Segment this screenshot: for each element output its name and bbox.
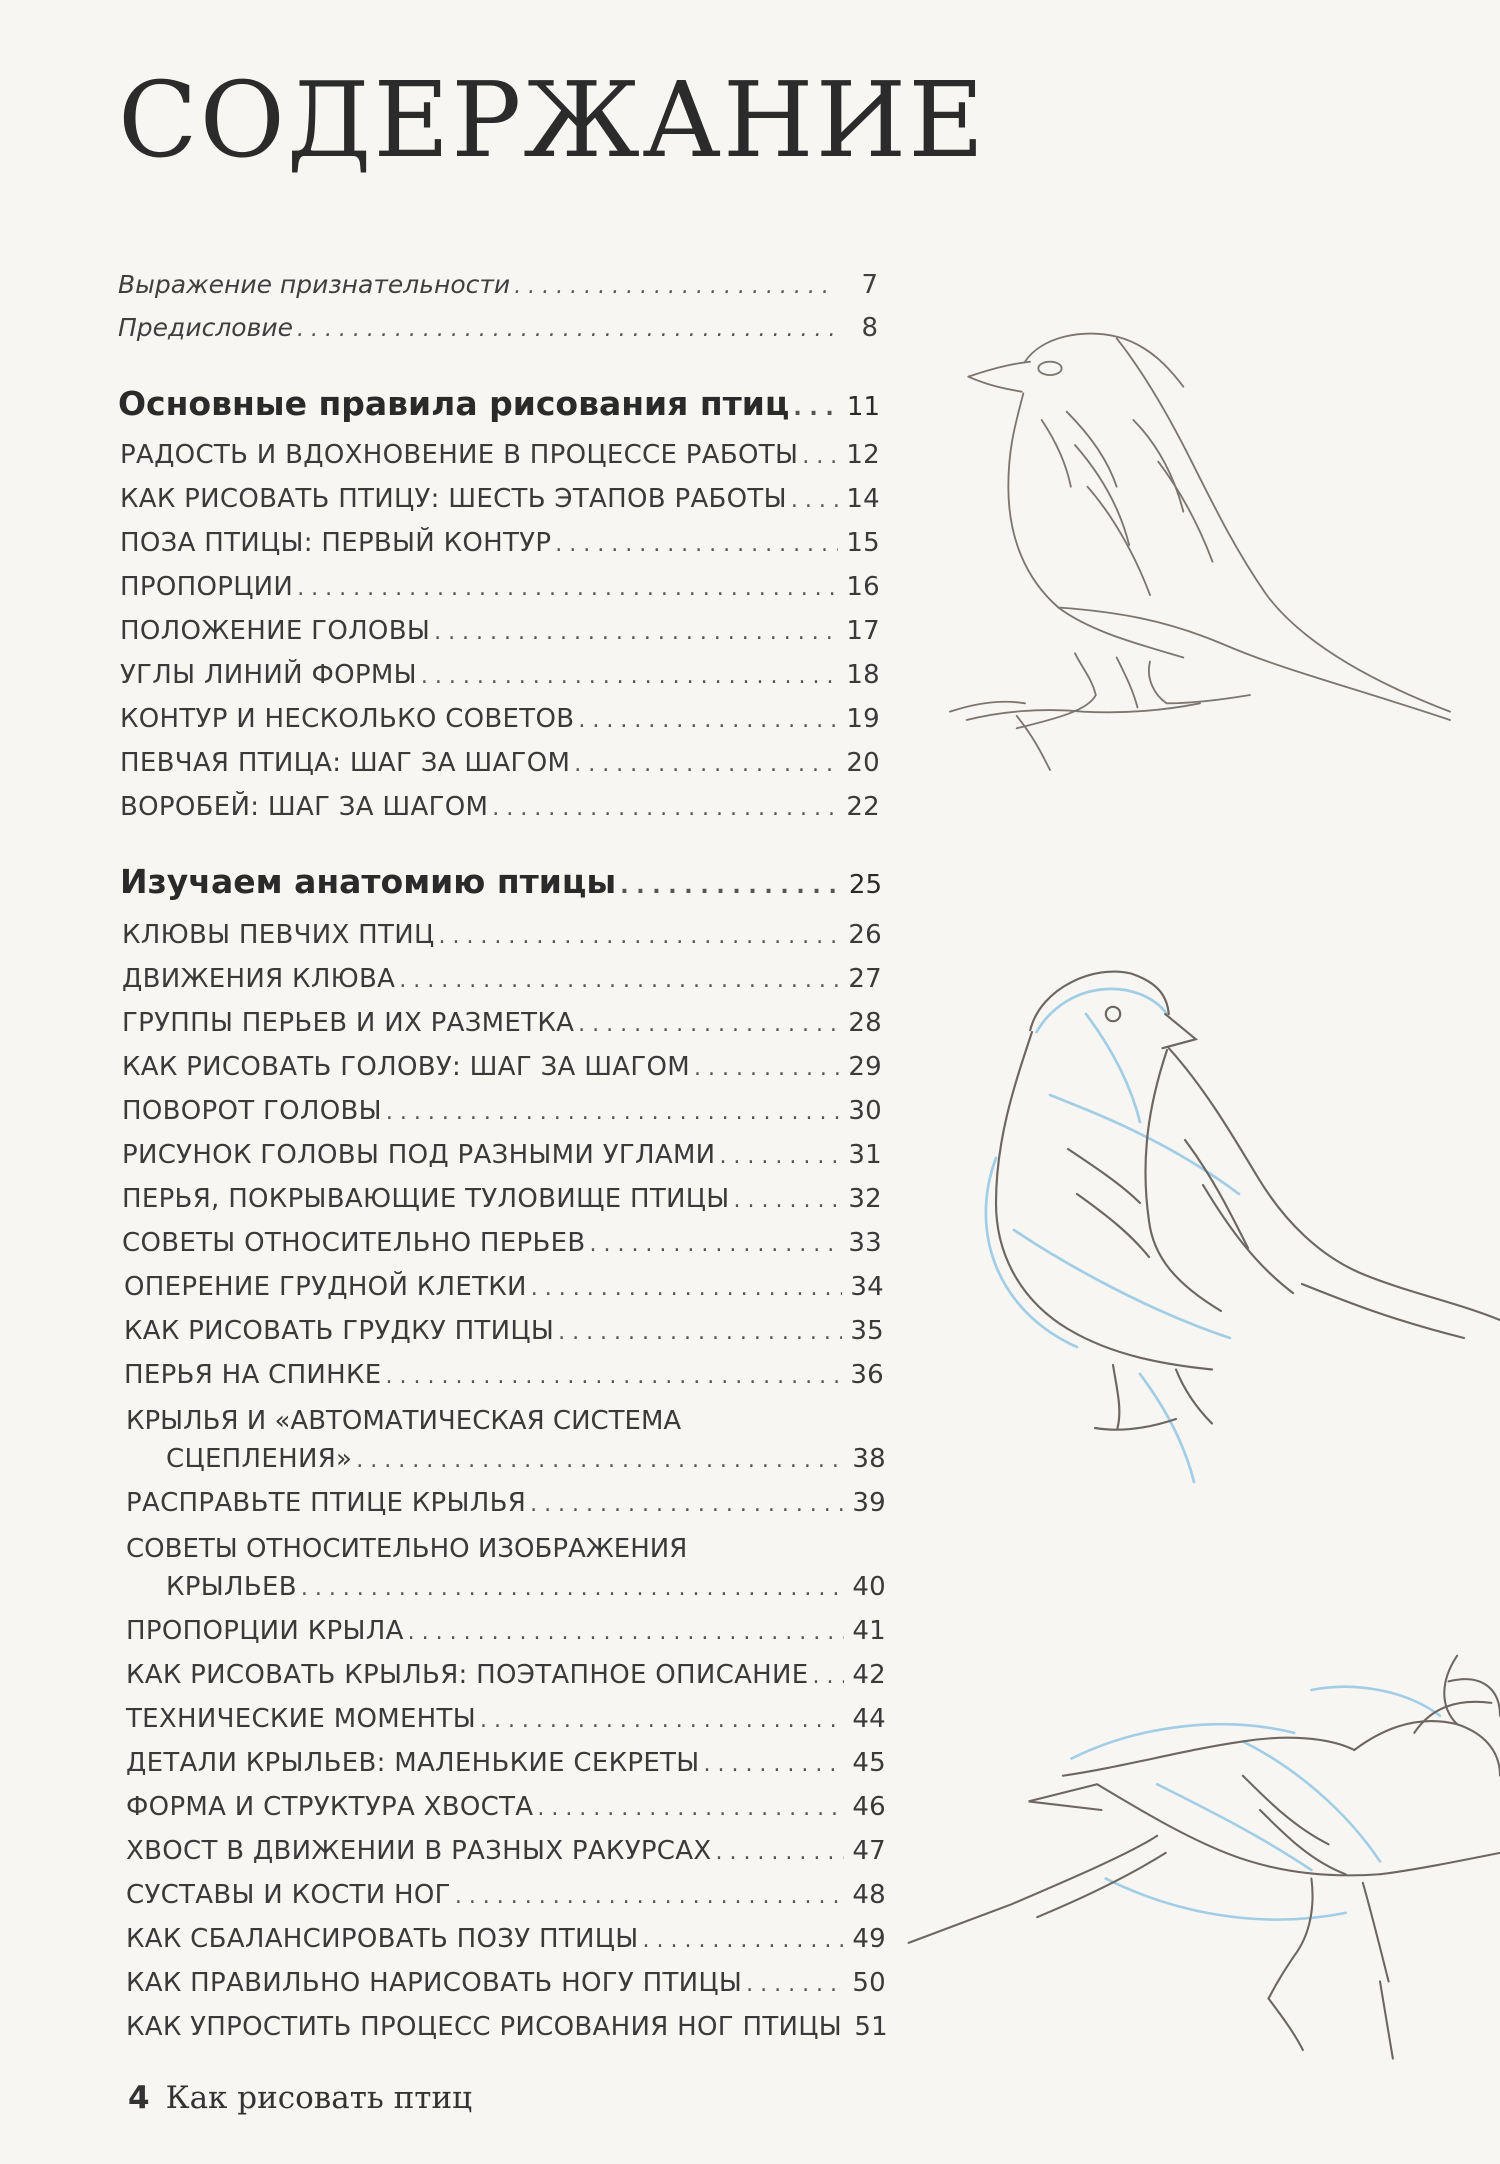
- toc-entry-label: ПОВОРОТ ГОЛОВЫ: [122, 1096, 382, 1126]
- toc-entry-label: Выражение признательности: [118, 270, 511, 299]
- toc-entry-label: РИСУНОК ГОЛОВЫ ПОД РАЗНЫМИ УГЛАМИ: [122, 1140, 716, 1170]
- dot-leader: [492, 796, 838, 821]
- toc-entry-page: 46: [852, 1792, 886, 1822]
- dot-leader: [386, 1100, 840, 1125]
- toc-entry-label: ПОЗА ПТИЦЫ: ПЕРВЫЙ КОНТУР: [120, 528, 552, 558]
- toc-section-page: 25: [848, 870, 882, 900]
- toc-entry-label: КАК РИСОВАТЬ ГОЛОВУ: ШАГ ЗА ШАГОМ: [122, 1052, 691, 1082]
- dot-leader: [297, 317, 836, 342]
- dot-leader: [399, 968, 840, 993]
- toc-entry: [118, 313, 878, 343]
- toc-entry-label: ОПЕРЕНИЕ ГРУДНОЙ КЛЕТКИ: [124, 1272, 527, 1302]
- toc-entry: [120, 440, 880, 470]
- toc-entry-page: 30: [848, 1096, 882, 1126]
- toc-entry-page: 49: [852, 1924, 886, 1954]
- toc-entry-page: 19: [846, 704, 880, 734]
- toc-entry: [126, 1616, 886, 1646]
- toc-entry-page: 12: [846, 440, 880, 470]
- dot-leader: [746, 1972, 844, 1997]
- toc-entry: [122, 1052, 882, 1082]
- dot-leader: [555, 532, 838, 557]
- toc-entry: [120, 572, 880, 602]
- toc-entry-page: 18: [846, 660, 880, 690]
- dot-leader: [297, 576, 838, 601]
- dot-leader: [438, 924, 840, 949]
- toc-entry: [122, 1140, 882, 1170]
- toc-entry-label: УГЛЫ ЛИНИЙ ФОРМЫ: [120, 660, 417, 690]
- toc-entry-page: 7: [861, 270, 878, 300]
- toc-entry-label: ПРОПОРЦИИ КРЫЛА: [126, 1616, 404, 1646]
- toc-entry-page: 27: [848, 964, 882, 994]
- toc-entry: [120, 528, 880, 558]
- toc-entry-label: ДВИЖЕНИЯ КЛЮВА: [122, 964, 396, 994]
- toc-entry-page: 20: [846, 748, 880, 778]
- toc-section-title: Изучаем анатомию птицы: [120, 862, 617, 901]
- toc-entry: [166, 1444, 886, 1474]
- toc-section-heading: [120, 862, 882, 901]
- toc-entry-page: 28: [848, 1008, 882, 1038]
- toc-entry-page: 17: [846, 616, 880, 646]
- dot-leader: [643, 1928, 845, 1953]
- bird-sketch-top: [900, 320, 1500, 820]
- dot-leader: [537, 1796, 844, 1821]
- toc-entry: [120, 748, 880, 778]
- dot-leader: [356, 1448, 844, 1473]
- dot-leader: [589, 1232, 840, 1257]
- dot-leader: [719, 1144, 840, 1169]
- toc-entry-page: 45: [852, 1748, 886, 1778]
- toc-entry-label: ХВОСТ В ДВИЖЕНИИ В РАЗНЫХ РАКУРСАХ: [126, 1836, 712, 1866]
- toc-entry-label: КОНТУР И НЕСКОЛЬКО СОВЕТОВ: [120, 704, 575, 734]
- dot-leader: [802, 444, 838, 469]
- toc-entry-label: ПОЛОЖЕНИЕ ГОЛОВЫ: [120, 616, 431, 646]
- dot-leader: [386, 1364, 842, 1389]
- toc-entry-label: КАК СБАЛАНСИРОВАТЬ ПОЗУ ПТИЦЫ: [126, 1924, 639, 1954]
- toc-entry-label: ПЕРЬЯ, ПОКРЫВАЮЩИЕ ТУЛОВИЩЕ ПТИЦЫ: [122, 1184, 730, 1214]
- bird-sketch-bottom: [900, 1640, 1500, 2100]
- toc-entry: [120, 792, 880, 822]
- dot-leader: [793, 396, 838, 421]
- toc-entry: [122, 920, 882, 950]
- toc-entry-page: 44: [852, 1704, 886, 1734]
- page-footer: [128, 2080, 472, 2116]
- dot-leader: [558, 1320, 842, 1345]
- toc-entry-page: 32: [848, 1184, 882, 1214]
- toc-entry: [126, 2012, 888, 2042]
- toc-entry: [126, 1880, 886, 1910]
- dot-leader: [703, 1752, 844, 1777]
- dot-leader: [715, 1840, 844, 1865]
- toc-entry-label: РАСПРАВЬТЕ ПТИЦЕ КРЫЛЬЯ: [126, 1488, 527, 1518]
- toc-entry-label: КЛЮВЫ ПЕВЧИХ ПТИЦ: [122, 920, 435, 950]
- dot-leader: [434, 620, 838, 645]
- dot-leader: [813, 1664, 844, 1689]
- toc-entry: [122, 1096, 882, 1126]
- toc-entry: [126, 1968, 886, 1998]
- toc-entry-label: СУСТАВЫ И КОСТИ НОГ: [126, 1880, 451, 1910]
- dot-leader: [694, 1056, 840, 1081]
- toc-entry: [126, 1924, 886, 1954]
- toc-entry-page: 39: [852, 1488, 886, 1518]
- dot-leader: [514, 274, 836, 299]
- dot-leader: [408, 1620, 844, 1645]
- footer-page-number: 4: [128, 2080, 150, 2116]
- toc-entry: [126, 1704, 886, 1734]
- page-title: СОДЕРЖАНИЕ: [118, 59, 987, 181]
- toc-section-heading: [118, 384, 880, 423]
- toc-entry-page: 40: [852, 1572, 886, 1602]
- toc-entry-page: 31: [848, 1140, 882, 1170]
- toc-entry-page: 41: [852, 1616, 886, 1646]
- toc-entry-page: 15: [846, 528, 880, 558]
- toc-entry-label: КАК РИСОВАТЬ ПТИЦУ: ШЕСТЬ ЭТАПОВ РАБОТЫ: [120, 484, 787, 514]
- dot-leader: [578, 708, 838, 733]
- toc-entry: [120, 484, 880, 514]
- toc-entry: [122, 1008, 882, 1038]
- toc-entry: [122, 1184, 882, 1214]
- dot-leader: [301, 1576, 844, 1601]
- toc-entry: [118, 270, 878, 300]
- toc-entry-page: 51: [854, 2012, 889, 2042]
- toc-entry-label: РАДОСТЬ И ВДОХНОВЕНИЕ В ПРОЦЕССЕ РАБОТЫ: [120, 440, 799, 470]
- footer-book-title: Как рисовать птиц: [165, 2080, 473, 2116]
- toc-entry: [126, 1488, 886, 1518]
- dot-leader: [578, 1012, 840, 1037]
- toc-entry-page: 42: [852, 1660, 886, 1690]
- toc-entry-page: 22: [846, 792, 880, 822]
- toc-entry-label: ПЕВЧАЯ ПТИЦА: ШАГ ЗА ШАГОМ: [120, 748, 571, 778]
- toc-entry-page: 16: [846, 572, 880, 602]
- toc-section-title: Основные правила рисования птиц: [118, 384, 790, 423]
- toc-entry: [122, 1228, 882, 1258]
- toc-entry-label: ПЕРЬЯ НА СПИНКЕ: [124, 1360, 382, 1390]
- toc-entry-page: 48: [852, 1880, 886, 1910]
- toc-entry: [126, 1836, 886, 1866]
- toc-entry-label: СОВЕТЫ ОТНОСИТЕЛЬНО ПЕРЬЕВ: [122, 1228, 586, 1258]
- toc-entry: [126, 1792, 886, 1822]
- toc-entry-label-line1: СОВЕТЫ ОТНОСИТЕЛЬНО ИЗОБРАЖЕНИЯ: [126, 1534, 688, 1564]
- toc-entry: [122, 964, 882, 994]
- toc-entry-page: 33: [848, 1228, 882, 1258]
- toc-entry: [120, 660, 880, 690]
- toc-entry-label: КАК ПРАВИЛЬНО НАРИСОВАТЬ НОГУ ПТИЦЫ: [126, 1968, 743, 1998]
- toc-entry: [124, 1272, 884, 1302]
- toc-entry: [120, 704, 880, 734]
- toc-entry-page: 36: [850, 1360, 884, 1390]
- toc-entry-label: ПРОПОРЦИИ: [120, 572, 294, 602]
- toc-entry-page: 47: [852, 1836, 886, 1866]
- toc-entry: [124, 1360, 884, 1390]
- toc-entry-page: 35: [850, 1316, 884, 1346]
- toc-entry-label: ВОРОБЕЙ: ШАГ ЗА ШАГОМ: [120, 792, 489, 822]
- toc-entry-label: Предисловие: [118, 313, 293, 342]
- dot-leader: [574, 752, 838, 777]
- toc-entry-label: ГРУППЫ ПЕРЬЕВ И ИХ РАЗМЕТКА: [122, 1008, 575, 1038]
- dot-leader: [791, 488, 838, 513]
- toc-entry: [166, 1572, 886, 1602]
- dot-leader: [620, 874, 840, 899]
- toc-entry-label: КАК РИСОВАТЬ КРЫЛЬЯ: ПОЭТАПНОЕ ОПИСАНИЕ: [126, 1660, 809, 1690]
- bird-sketch-middle: [960, 950, 1500, 1510]
- toc-entry-label-line1: КРЫЛЬЯ И «АВТОМАТИЧЕСКАЯ СИСТЕМА: [126, 1406, 682, 1436]
- toc-section-page: 11: [846, 392, 880, 422]
- toc-entry: [126, 1660, 886, 1690]
- toc-entry-label: ФОРМА И СТРУКТУРА ХВОСТА: [126, 1792, 534, 1822]
- dot-leader: [531, 1276, 842, 1301]
- toc-entry-page: 26: [848, 920, 882, 950]
- toc-entry-page: 34: [850, 1272, 884, 1302]
- toc-entry-page: 14: [846, 484, 880, 514]
- toc-entry-label: КАК РИСОВАТЬ ГРУДКУ ПТИЦЫ: [124, 1316, 555, 1346]
- toc-entry: [126, 1748, 886, 1778]
- toc-entry-label-line2: СЦЕПЛЕНИЯ»: [166, 1444, 353, 1474]
- toc-entry-page: 50: [852, 1968, 886, 1998]
- toc-entry-label: ДЕТАЛИ КРЫЛЬЕВ: МАЛЕНЬКИЕ СЕКРЕТЫ: [126, 1748, 700, 1778]
- dot-leader: [734, 1188, 840, 1213]
- dot-leader: [480, 1708, 844, 1733]
- toc-entry: [120, 616, 880, 646]
- toc-entry-page: 29: [848, 1052, 882, 1082]
- toc-entry: [124, 1316, 884, 1346]
- dot-leader: [455, 1884, 844, 1909]
- toc-entry-label: КАК УПРОСТИТЬ ПРОЦЕСС РИСОВАНИЯ НОГ ПТИЦЫ: [126, 2012, 843, 2042]
- toc-entry-page: 8: [861, 313, 878, 343]
- toc-entry-label: ТЕХНИЧЕСКИЕ МОМЕНТЫ: [126, 1704, 476, 1734]
- toc-entry-page: 38: [852, 1444, 886, 1474]
- dot-leader: [421, 664, 838, 689]
- toc-entry-label-line2: КРЫЛЬЕВ: [166, 1572, 297, 1602]
- dot-leader: [530, 1492, 844, 1517]
